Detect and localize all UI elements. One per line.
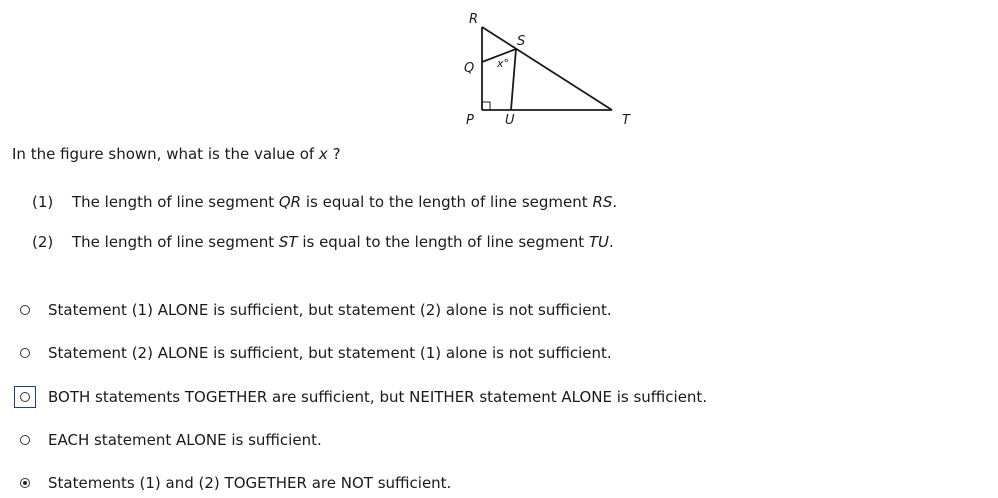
question-var: x xyxy=(318,145,328,163)
radio-wrapper[interactable] xyxy=(14,472,36,494)
statement-number: (2) xyxy=(32,233,54,251)
radio-button-selected-icon[interactable] xyxy=(20,478,30,488)
answer-option-c[interactable] xyxy=(14,385,707,409)
radio-wrapper-focused[interactable] xyxy=(14,386,36,408)
statement-text: The length of line segment xyxy=(72,233,279,251)
label-S: S xyxy=(517,34,526,49)
radio-wrapper[interactable] xyxy=(14,342,36,364)
statement-text: . xyxy=(612,193,618,211)
radio-button-icon[interactable] xyxy=(20,392,30,402)
statement-2 xyxy=(32,233,614,251)
segment-name: QR xyxy=(278,193,302,211)
statement-text: . xyxy=(609,233,614,251)
answer-option-a[interactable] xyxy=(14,298,612,322)
label-P: P xyxy=(466,113,474,128)
radio-wrapper[interactable] xyxy=(14,429,36,451)
option-label: Statements (1) and (2) TOGETHER are NOT sufficient. xyxy=(48,474,452,492)
segment-SU xyxy=(511,49,516,110)
segment-name: ST xyxy=(278,233,298,251)
statement-text: is equal to the length of line segment xyxy=(297,233,589,251)
label-U: U xyxy=(505,113,515,128)
label-T: T xyxy=(622,113,630,128)
option-label: EACH statement ALONE is sufficient. xyxy=(48,431,322,449)
radio-wrapper[interactable] xyxy=(14,299,36,321)
statement-text: The length of line segment xyxy=(72,193,279,211)
option-label: Statement (1) ALONE is sufficient, but statement (2) alone is not sufficient. xyxy=(48,301,612,319)
answer-option-e[interactable] xyxy=(14,471,451,495)
question-text xyxy=(12,145,341,163)
option-label: Statement (2) ALONE is sufficient, but statement (1) alone is not sufficient. xyxy=(48,344,612,362)
segment-name: TU xyxy=(588,233,610,251)
statement-number: (1) xyxy=(32,193,54,211)
right-angle-marker xyxy=(482,102,490,110)
question-prefix: In the figure shown, what is the value of xyxy=(12,145,319,163)
statement-1 xyxy=(32,193,617,211)
radio-button-icon[interactable] xyxy=(20,348,30,358)
label-R: R xyxy=(469,12,479,27)
radio-button-icon[interactable] xyxy=(20,435,30,445)
statement-text: is equal to the length of line segment xyxy=(301,193,593,211)
answer-option-b[interactable] xyxy=(14,341,612,365)
segment-name: RS xyxy=(592,193,613,211)
radio-dot-icon xyxy=(23,481,27,485)
label-x: x° xyxy=(497,57,510,70)
answer-option-d[interactable] xyxy=(14,428,322,452)
label-Q: Q xyxy=(464,61,475,76)
question-suffix: ? xyxy=(327,145,341,163)
option-label: BOTH statements TOGETHER are sufficient, but NEITHER statement ALONE is sufficient. xyxy=(48,388,708,406)
triangle-figure xyxy=(440,8,660,134)
radio-button-icon[interactable] xyxy=(20,305,30,315)
